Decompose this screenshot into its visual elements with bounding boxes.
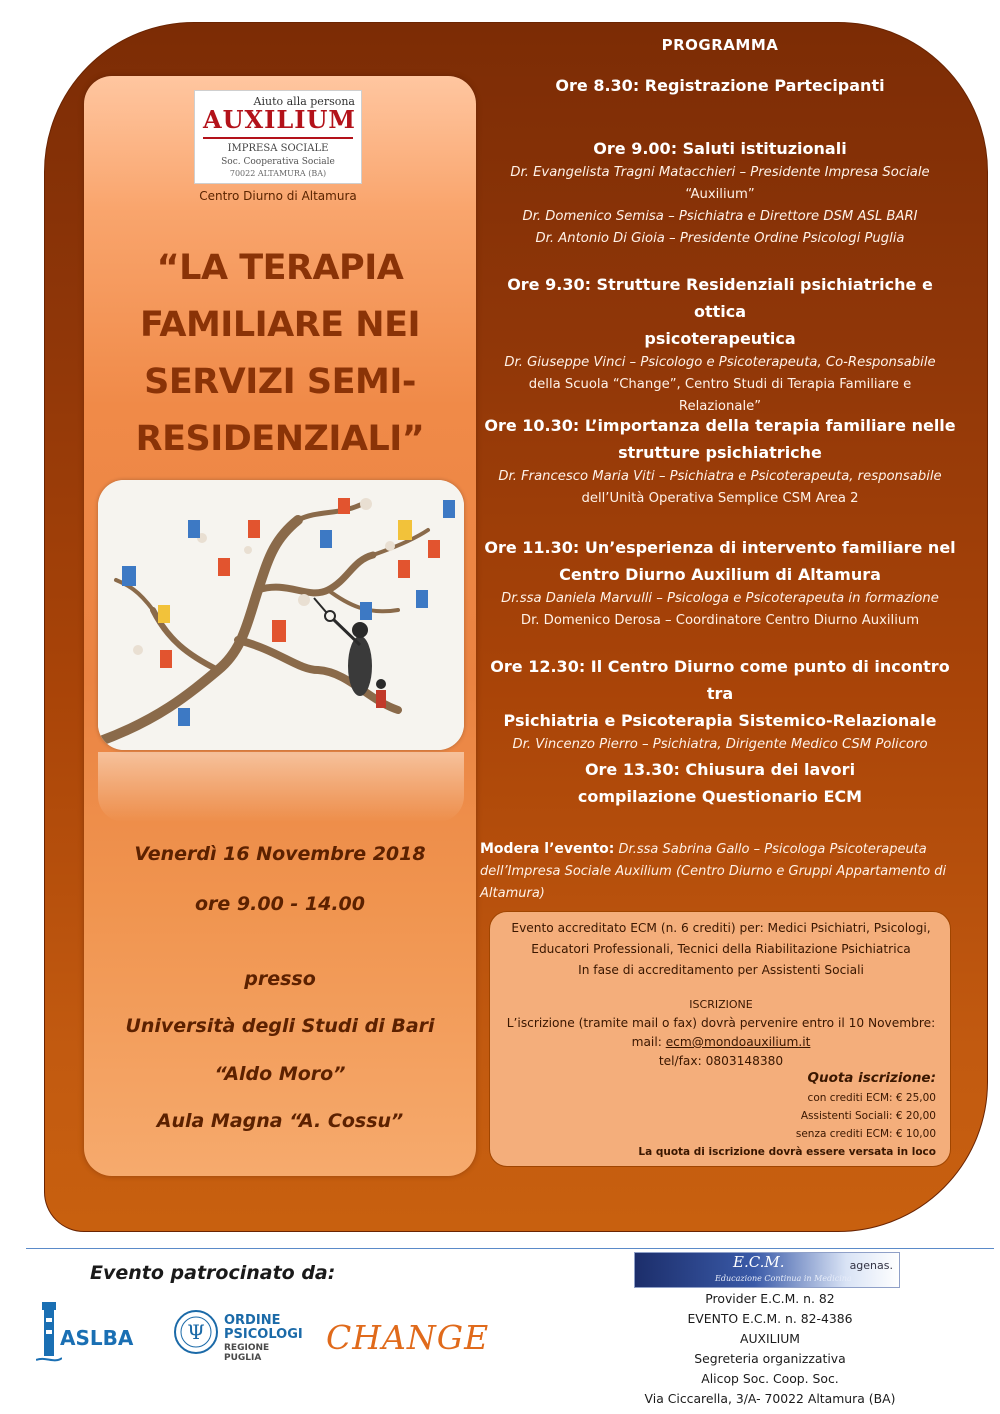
tel-fax: tel/fax: 0803148380 [658,1054,784,1068]
quota-note: La quota di iscrizione dovrà essere versata in loco [638,1146,936,1158]
section-2-line-2: della Scuola “Change”, Centro Studi di Terapia Familiare e [528,377,912,392]
section-4-title-2: Centro Diurno Auxilium di Altamura [559,565,881,584]
program-section-4 [480,534,960,632]
op-line-2: PSICOLOGI [224,1327,303,1342]
section-6-title-1: Ore 13.30: Chiusura dei lavori [584,760,856,779]
registration-title: Ore 8.30: Registrazione Partecipanti [555,76,885,95]
iscrizione-mail-row [490,1032,952,1053]
section-1-line-1: Dr. Evangelista Tragni Matacchieri – Presidente Impresa Sociale [510,165,930,180]
ordine-psicologi-emblem-icon [172,1308,220,1356]
section-5-title-1: Ore 12.30: Il Centro Diurno come punto di incontro tra [490,657,950,703]
ordine-psicologi-name [224,1314,303,1342]
event-university-name: “Aldo Moro” [214,1063,346,1085]
tree-illustration [98,480,464,750]
change-logo [326,1318,489,1357]
section-4-line-1: Dr.ssa Daniela Marvulli – Psicologa e Psicoterapeuta in formazione [501,591,939,606]
logo-line-1: IMPRESA SOCIALE [227,143,329,154]
event-title: “LA TERAPIA FAMILIARE NEI SERVIZI SEMI-RESIDENZIALI” [135,248,425,459]
logo-subtitle: Centro Diurno di Altamura [199,189,357,203]
quota-ecm: con crediti ECM: € 25,00 [807,1092,936,1104]
logo-tagline: Aiuto alla persona [253,95,355,108]
lighthouse-icon [36,1298,62,1364]
ecm-banner-title: E.C.M. [733,1253,785,1271]
event-room: Aula Magna “A. Cossu” [156,1110,404,1132]
program-section-6 [480,756,960,810]
section-2-line-1: Dr. Giuseppe Vinci – Psicologo e Psicoterapeuta, Co-Responsabile [504,355,936,370]
quota-senza-ecm: senza crediti ECM: € 10,00 [795,1128,936,1140]
provider-line-3: AUXILIUM [739,1331,800,1346]
logo-name: AUXILIUM [203,105,356,134]
event-hours: ore 9.00 - 14.00 [194,893,366,915]
section-3-title-1: Ore 10.30: L’importanza della terapia familiare nelle [484,416,956,435]
section-1-title: Ore 9.00: Saluti istituzionali [593,139,847,158]
ecm-info-box [489,911,951,1167]
quota-assistenti: Assistenti Sociali: € 20,00 [800,1110,936,1122]
mail-link[interactable]: ecm@mondoauxilium.it [665,1035,811,1049]
ordine-psicologi-region [224,1343,269,1363]
provider-line-4: Segreteria organizzativa [694,1351,846,1366]
logo-line-3: 70022 ALTAMURA (BA) [229,169,327,178]
program-section-1 [480,135,960,250]
ecm-line-3: In fase di accreditamento per Assistenti Sociali [578,963,864,977]
section-4-title-1: Ore 11.30: Un’esperienza di intervento familiare nel [484,538,956,557]
patrocinato-heading: Evento patrocinato da: [90,1262,336,1284]
section-5-line-1: Dr. Vincenzo Pierro – Psichiatra, Dirigente Medico CSM Policoro [512,737,928,752]
change-logo-text: CHANGE [326,1318,490,1357]
section-3-line-1: Dr. Francesco Maria Viti – Psichiatra e Psicoterapeuta, responsabile [498,469,942,484]
section-3-line-2: dell’Unità Operativa Semplice CSM Area 2 [581,491,859,506]
section-1-line-4: Dr. Antonio Di Gioia – Presidente Ordine Psicologi Puglia [535,231,905,246]
op-line-4: PUGLIA [224,1353,262,1363]
logo-rule [203,137,353,139]
section-4-line-2: Dr. Domenico Derosa – Coordinatore Centro Diurno Auxilium [520,613,920,628]
section-2-line-3: Relazionale” [678,399,762,414]
svg-text:Ψ: Ψ [187,1320,205,1344]
section-1-line-3: Dr. Domenico Semisa – Psichiatra e Direttore DSM ASL BARI [522,209,918,224]
moderator [480,838,960,905]
section-5-title-2: Psichiatria e Psicoterapia Sistemico-Relazionale [503,711,937,730]
mail-label: mail: [631,1035,666,1049]
section-3-title-2: strutture psichiatriche [618,443,822,462]
moderator-label: Modera l’evento: [480,841,615,857]
iscrizione-heading: ISCRIZIONE [689,998,753,1011]
event-date: Venerdì 16 Novembre 2018 [134,843,426,865]
program-section-5 [480,653,960,756]
agenas-logo: agenas. [849,1259,893,1272]
moderator-text: Dr.ssa Sabrina Gallo – Psicologa Psicoterapeuta dell’Impresa Sociale Auxilium (Centro Diurno e Gruppi Appartamento di Altamura) [480,842,947,901]
program-section-3 [480,412,960,510]
provider-line-5: Alicop Soc. Coop. Soc. [701,1371,839,1386]
event-university: Università degli Studi di Bari [125,1015,435,1037]
ecm-line-1: Evento accreditato ECM (n. 6 crediti) per: Medici Psichiatri, Psicologi, [511,921,931,935]
provider-line-6: Via Ciccarella, 3/A- 70022 Altamura (BA) [644,1391,896,1406]
ecm-banner-subtitle: Educazione Continua in Medicina [715,1274,852,1283]
footer-divider [26,1248,994,1249]
program-section-2 [480,271,960,418]
provider-line-1: Provider E.C.M. n. 82 [705,1291,835,1306]
photo-reflection [98,752,464,822]
section-2-title-2: psicoterapeutica [644,329,796,348]
tree-illustration-icon [98,480,464,750]
asl-logo-text: ASLBA [60,1326,134,1350]
section-6-title-2: compilazione Questionario ECM [577,787,863,806]
event-presso: presso [244,968,316,990]
provider-line-2: EVENTO E.C.M. n. 82-4386 [687,1311,853,1326]
program-registration [480,72,960,99]
auxilium-logo [194,90,362,184]
ecm-banner [634,1252,900,1288]
op-line-3: REGIONE [224,1343,270,1353]
quota-heading: Quota iscrizione: [807,1070,936,1086]
op-line-1: ORDINE [224,1313,281,1328]
logo-line-2: Soc. Cooperativa Sociale [221,157,335,167]
programma-heading: PROGRAMMA [661,36,779,54]
iscrizione-text: L’iscrizione (tramite mail o fax) dovrà pervenire entro il 10 Novembre: [506,1016,936,1030]
ecm-line-2: Educatori Professionali, Tecnici della Riabilitazione Psichiatrica [531,942,911,956]
section-2-title-1: Ore 9.30: Strutture Residenziali psichiatriche e ottica [507,275,933,321]
section-1-line-2: “Auxilium” [685,187,755,202]
